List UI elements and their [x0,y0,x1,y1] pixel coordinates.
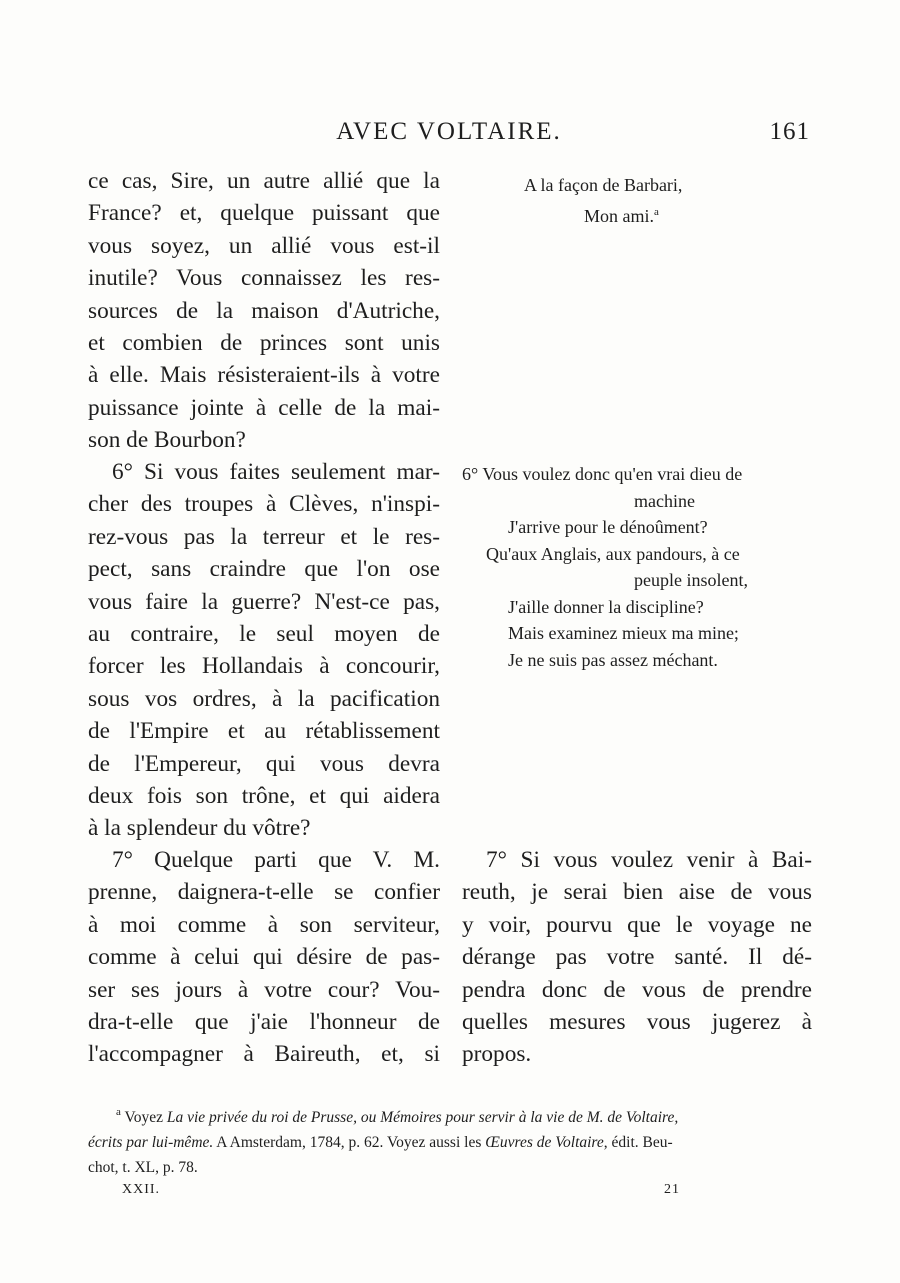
verse-line [462,199,812,230]
text-line: inutile? Vous connaissez les res- [88,265,440,292]
footnote-reference: a [654,205,659,218]
text-line: y voir, pourvu que le voyage ne [462,911,812,938]
footnote [88,1100,816,1180]
volume-signature: XXII. [122,1182,161,1197]
text-line: ce cas, Sire, un autre allié que la [88,168,440,194]
footnote-line [88,1100,816,1130]
text-line: 7° Quelque parti que V. M. [112,847,440,873]
footnote-title: écrits par lui-même. [88,1134,214,1151]
left-para-6 [88,456,440,845]
text-line: de l'Empereur, qui vous devra [88,750,440,777]
verse-line: Qu'aux Anglais, aux pandours, à ce [486,543,740,564]
verse-line: Je ne suis pas assez méchant. [508,649,718,670]
text-line: pect, sans craindre que l'on ose [88,556,440,583]
text-line: vous faire la guerre? N'est-ce pas, [88,588,440,615]
left-para-5 [88,165,440,457]
text-line: pendra donc de vous de prendre [462,976,812,1003]
verse-line: 6° Vous voulez donc qu'en vrai dieu de [462,464,743,484]
footnote-line [88,1130,816,1155]
verse-line: A la façon de Barbari, [524,175,683,195]
verse-barbari [462,172,812,229]
text-line: à la splendeur du vôtre? [88,815,311,842]
verse-text: Mon ami. [584,205,654,226]
text-line: vous soyez, un allié vous est-il [88,232,440,259]
text-line: au contraire, le seul moyen de [88,621,440,648]
text-line: à moi comme à son serviteur, [88,911,440,938]
text-line: reuth, je serai bien aise de vous [462,879,812,906]
page-number: 161 [769,118,810,145]
footnote-text: A Amsterdam, 1784, p. 62. Voyez aussi les [216,1134,482,1151]
text-line: quelles mesures vous jugerez à [462,1009,812,1036]
text-line: à elle. Mais résisteraient-ils à votre [88,362,440,389]
text-line: comme à celui qui désire de pas- [88,944,440,971]
footnote-mark: a [116,1106,121,1118]
footnote-title: Œuvres de Voltaire [485,1134,604,1151]
verse-line: Mais examinez mieux ma mine; [508,623,739,643]
text-line: puissance jointe à celle de la mai- [88,394,440,421]
verse-reply-6 [462,461,812,673]
running-title: AVEC VOLTAIRE. [336,118,562,145]
left-para-7 [88,844,440,1071]
verse-line: machine [634,490,695,511]
text-line: ser ses jours à votre cour? Vou- [88,976,440,1003]
text-line: rez-vous pas la terreur et le res- [88,523,440,550]
footnote-line: chot, t. XL, p. 78. [88,1159,198,1176]
text-line: 6° Si vous faites seulement mar- [112,459,440,485]
text-line: son de Bourbon? [88,427,246,454]
right-para-7 [462,844,812,1071]
text-line: dra-t-elle que j'aie l'honneur de [88,1009,440,1036]
sheet-signature: 21 [664,1182,680,1197]
text-line: sous vos ordres, à la pacification [88,685,440,712]
text-line: l'accompagner à Baireuth, et, si [88,1041,440,1068]
running-header [88,118,810,154]
text-line: dérange pas votre santé. Il dé- [462,944,812,971]
text-line: de l'Empire et au rétablissement [88,718,440,745]
text-line: propos. [462,1041,532,1068]
text-line: et combien de princes sont unis [88,330,440,357]
verse-line: J'aille donner la discipline? [508,596,704,617]
footnote-text: Voyez [124,1109,163,1126]
footnote-title: La vie privée du roi de Prusse, ou Mémoires pour servir à la vie de M. de Voltaire, [166,1109,679,1126]
text-line: 7° Si vous voulez venir à Bai- [486,847,812,873]
verse-line: peuple insolent, [634,570,748,590]
text-line: forcer les Hollandais à concourir, [88,653,440,680]
text-line: prenne, daignera-t-elle se confier [88,879,440,906]
text-line: France? et, quelque puissant que [88,200,440,227]
text-line: sources de la maison d'Autriche, [88,297,440,324]
verse-line: J'arrive pour le dénoûment? [508,517,708,537]
footnote-text: , édit. Beu- [603,1134,673,1151]
text-line: cher des troupes à Clèves, n'inspi- [88,491,440,518]
text-line: deux fois son trône, et qui aidera [88,783,440,810]
